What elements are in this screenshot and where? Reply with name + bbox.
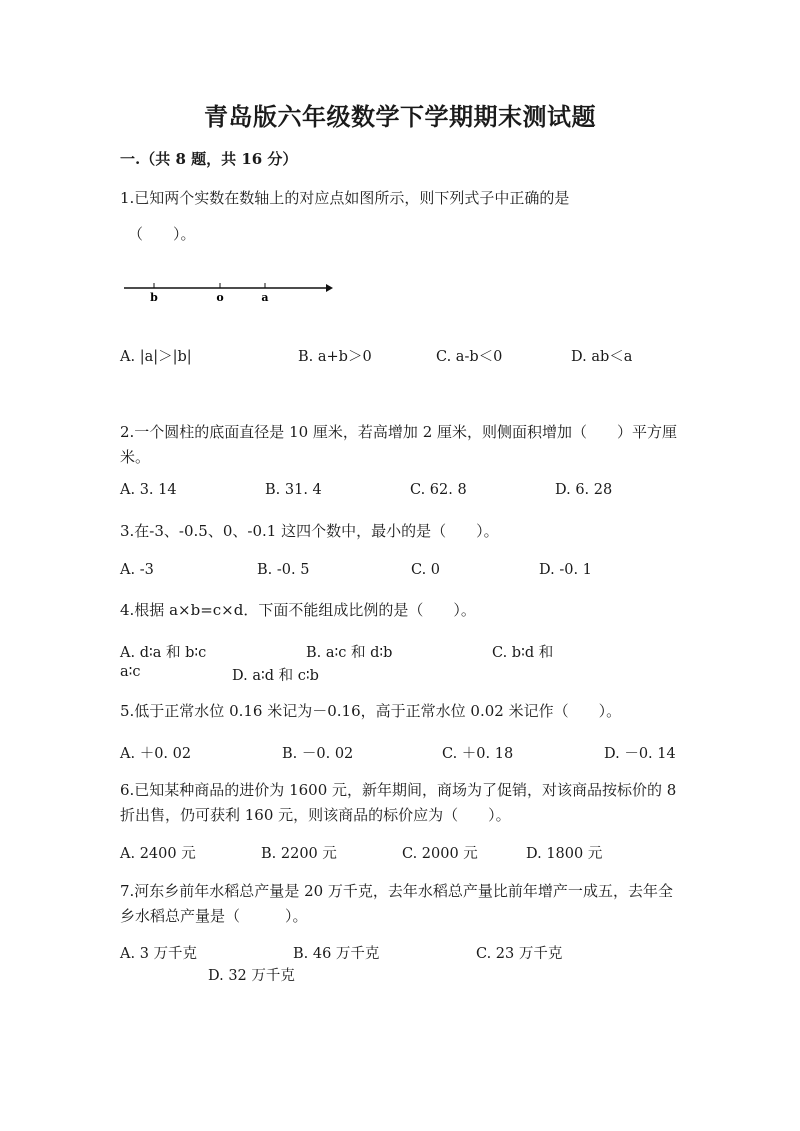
q1-option-a[interactable]: A. |a|＞|b|	[120, 349, 192, 365]
q7-option-b[interactable]: B. 46 万千克	[293, 946, 380, 962]
q2-option-c[interactable]: C. 62. 8	[410, 482, 467, 498]
number-line-figure	[122, 276, 334, 306]
question-7-text: 7.河东乡前年水稻总产量是 20 万千克，去年水稻总产量比前年增产一成五，去年全乡水稻总产量是（ ）。	[120, 882, 673, 925]
q7-option-a[interactable]: A. 3 万千克	[120, 946, 198, 962]
q4-option-c[interactable]: C. b∶d 和	[492, 645, 554, 661]
number-line-arrow	[326, 284, 333, 292]
question-5-text: 5.低于正常水位 0.16 米记为－0.16，高于正常水位 0.02 米记作（ ）。	[120, 702, 622, 720]
q4-option-c-continued[interactable]: a∶c	[120, 664, 141, 680]
question-6-text: 6.已知某种商品的进价为 1600 元，新年期间，商场为了促销，对该商品按标价的 8 折出售，仍可获利 160 元，则该商品的标价应为（ ）。	[120, 781, 677, 824]
q7-option-c[interactable]: C. 23 万千克	[476, 946, 563, 962]
q5-option-b[interactable]: B. －0. 02	[282, 746, 354, 762]
q2-option-b[interactable]: B. 31. 4	[265, 482, 322, 498]
question-1-text: 1.已知两个实数在数轴上的对应点如图所示，则下列式子中正确的是	[120, 189, 570, 207]
q6-option-a[interactable]: A. 2400 元	[120, 846, 196, 862]
section-heading: 一.（共 8 题，共 16 分）	[120, 150, 298, 168]
q5-option-c[interactable]: C. ＋0. 18	[442, 746, 514, 762]
q2-option-d[interactable]: D. 6. 28	[555, 482, 613, 498]
q1-option-c[interactable]: C. a-b＜0	[436, 349, 503, 365]
q6-option-d[interactable]: D. 1800 元	[526, 846, 603, 862]
q4-option-b[interactable]: B. a∶c 和 d∶b	[306, 645, 393, 661]
question-4-text: 4.根据 a×b=c×d．下面不能组成比例的是（ ）。	[120, 601, 476, 619]
q1-option-b[interactable]: B. a+b＞0	[298, 349, 372, 365]
q5-option-d[interactable]: D. －0. 14	[604, 746, 676, 762]
axis-label-b: b	[150, 291, 158, 304]
axis-label-o: o	[216, 291, 224, 304]
q6-option-b[interactable]: B. 2200 元	[261, 846, 337, 862]
q2-option-a[interactable]: A. 3. 14	[120, 482, 177, 498]
q3-option-c[interactable]: C. 0	[411, 562, 441, 578]
q3-option-a[interactable]: A. -3	[120, 562, 154, 578]
q3-option-b[interactable]: B. -0. 5	[257, 562, 310, 578]
q6-option-c[interactable]: C. 2000 元	[402, 846, 478, 862]
q1-option-d[interactable]: D. ab＜a	[571, 349, 633, 365]
question-3-text: 3.在-3、-0.5、0、-0.1 这四个数中，最小的是（ ）。	[120, 522, 499, 540]
q3-option-d[interactable]: D. -0. 1	[539, 562, 592, 578]
q4-option-d[interactable]: D. a∶d 和 c∶b	[232, 668, 319, 684]
page-title: 青岛版六年级数学下学期期末测试题	[204, 102, 596, 131]
q4-option-a[interactable]: A. d∶a 和 b∶c	[120, 645, 207, 661]
question-2-text: 2.一个圆柱的底面直径是 10 厘米，若高增加 2 厘米，则侧面积增加（ ）平方厘米。	[120, 423, 678, 466]
q5-option-a[interactable]: A. ＋0. 02	[120, 746, 192, 762]
question-1-blank: （ ）。	[128, 225, 196, 243]
axis-label-a: a	[261, 291, 269, 304]
q7-option-d[interactable]: D. 32 万千克	[208, 968, 295, 984]
